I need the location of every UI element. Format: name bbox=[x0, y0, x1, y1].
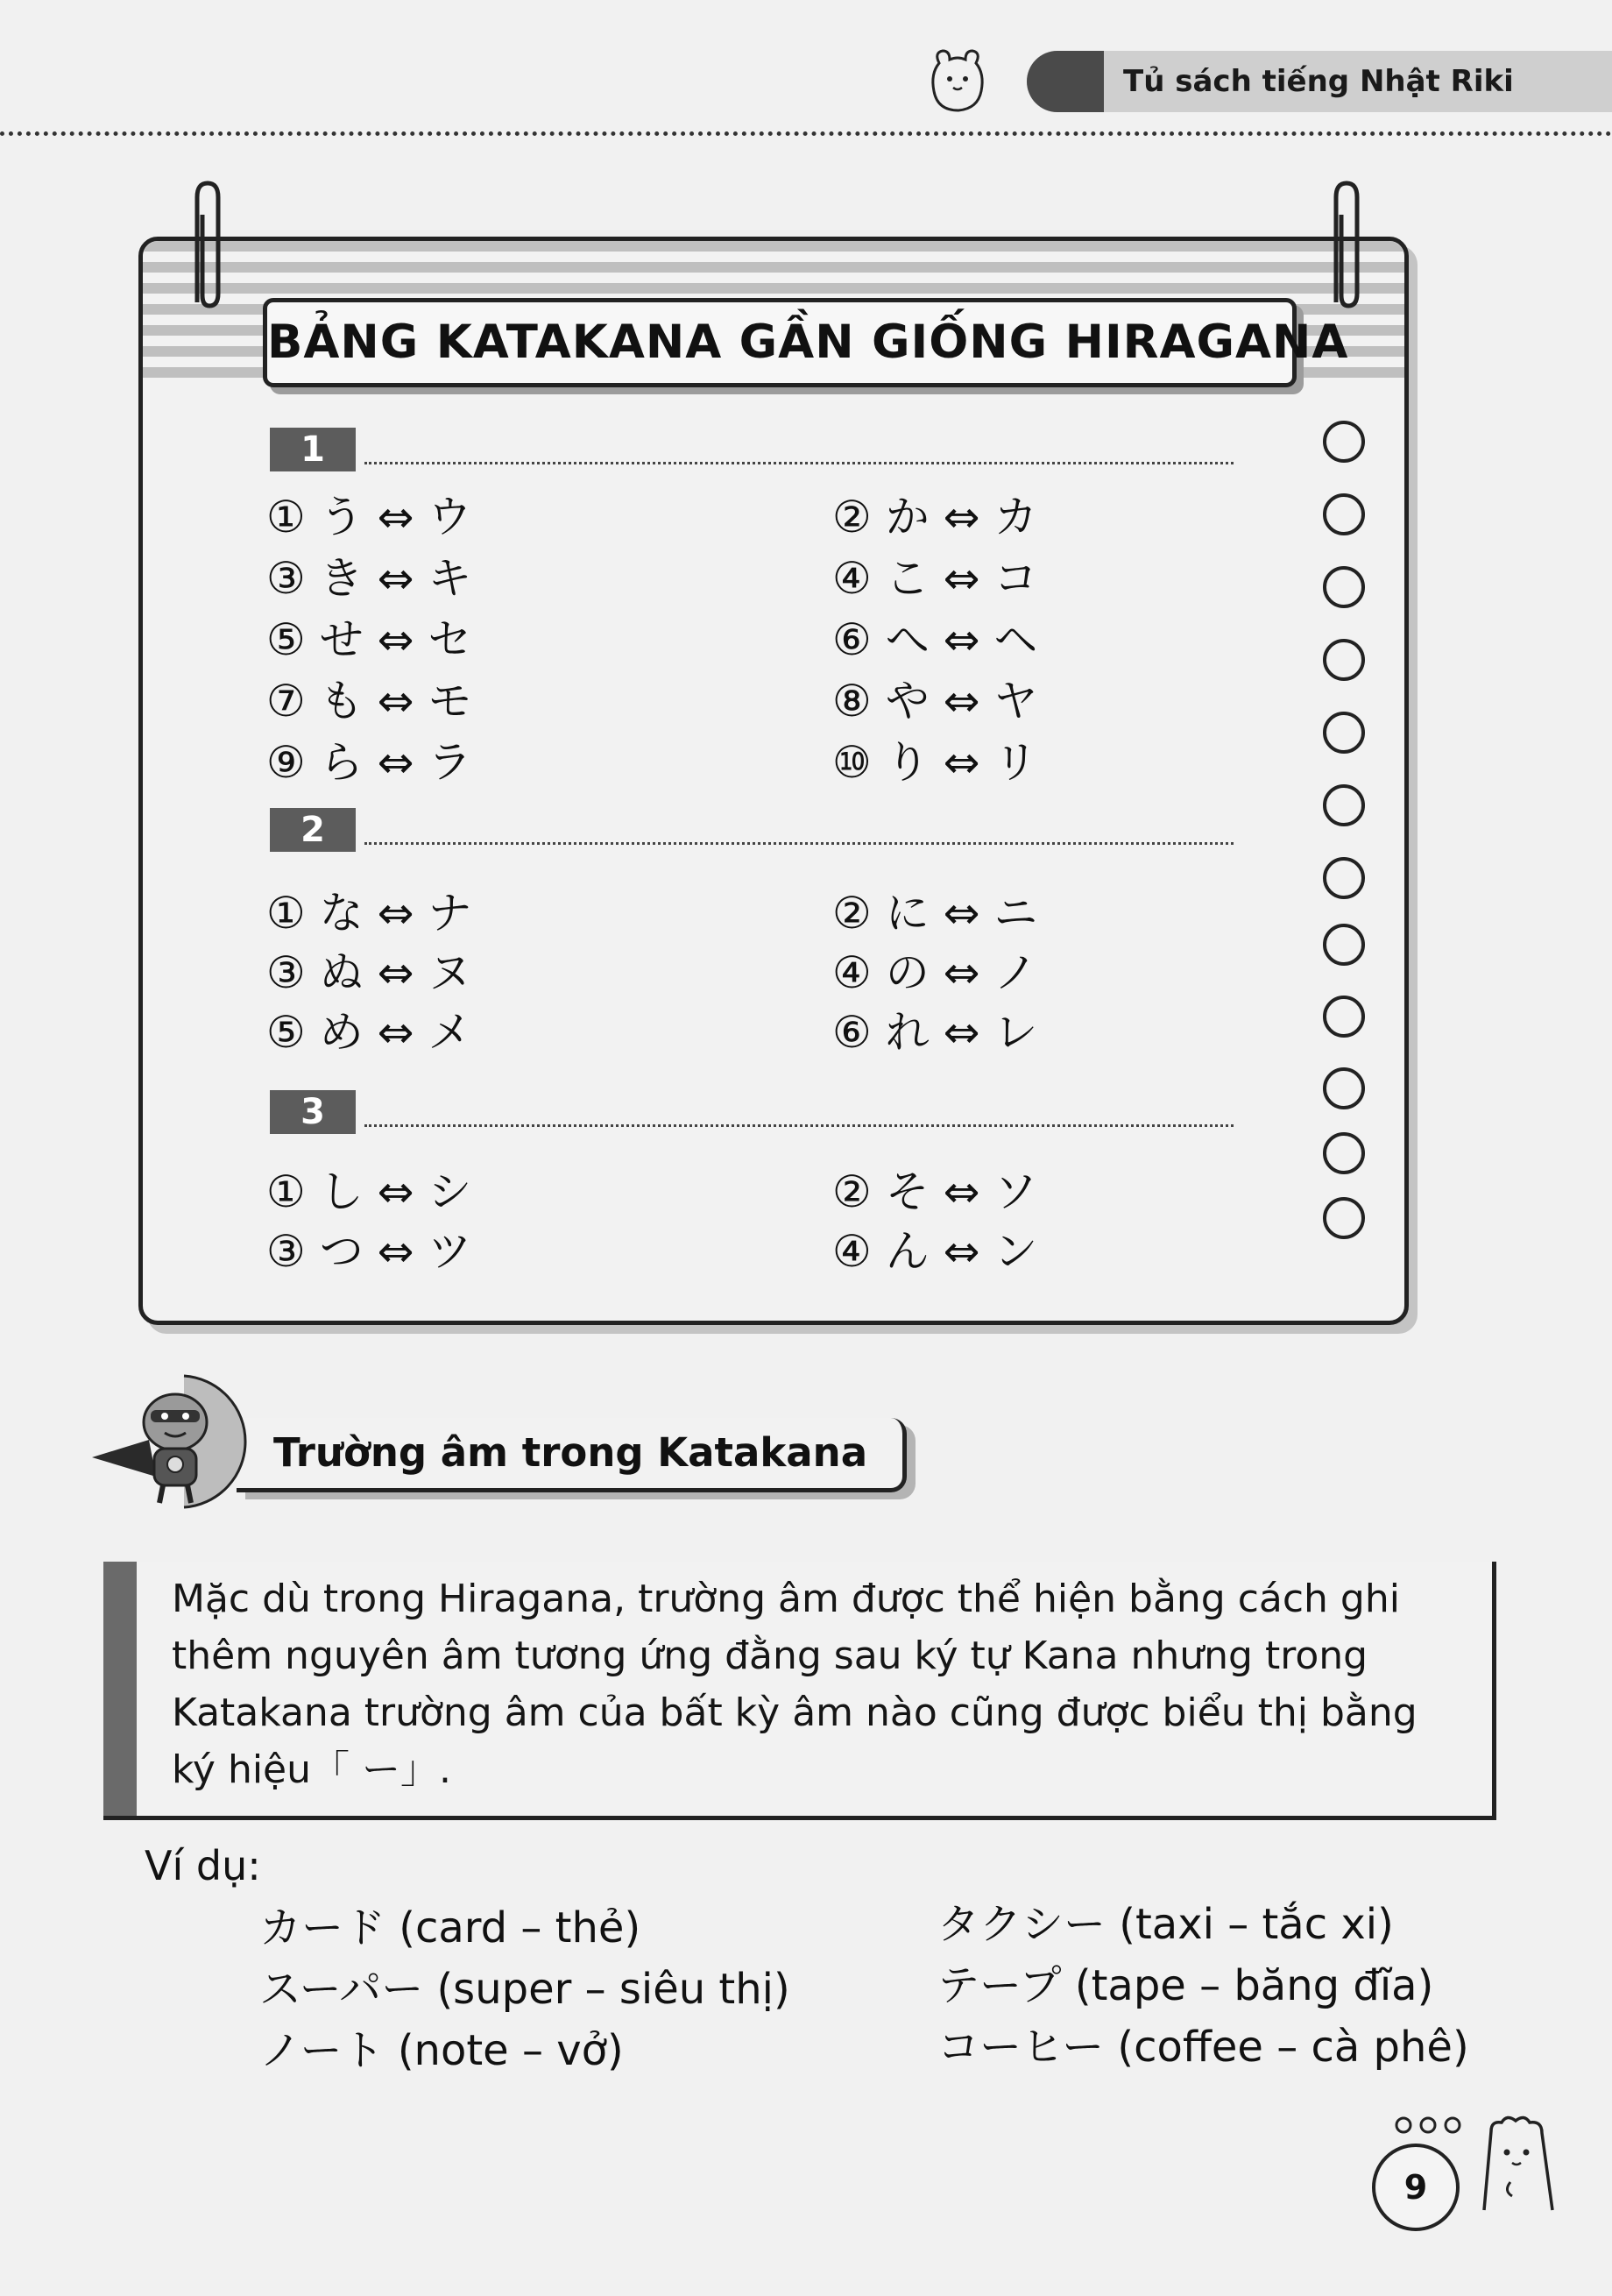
binder-ring-icon bbox=[1323, 566, 1365, 608]
binder-ring-icon bbox=[1323, 639, 1365, 681]
kana-pair: ③ ぬ ⇔ ヌ bbox=[266, 947, 472, 998]
section-rule bbox=[364, 1124, 1234, 1127]
superhero-mascot-icon bbox=[88, 1371, 263, 1512]
example-word: コーヒー (coffee – cà phê) bbox=[937, 2023, 1469, 2072]
paperclip-left-icon bbox=[187, 180, 229, 311]
example-word: テープ (tape – băng đĩa) bbox=[937, 1961, 1434, 2010]
binder-ring-icon bbox=[1323, 784, 1365, 826]
card-title: BẢNG KATAKANA GẦN GIỐNG HIRAGANA bbox=[263, 298, 1297, 387]
binder-ring-icon bbox=[1323, 996, 1365, 1038]
kana-pair: ③ つ ⇔ ツ bbox=[266, 1226, 472, 1277]
section-number: 2 bbox=[270, 808, 356, 852]
explanation-text: Mặc dù trong Hiragana, trường âm được thể hiện bằng cách ghi thêm nguyên âm tương ứng đằng sau ký tự Kana nhưng trong Katakana trường âm của bất kỳ âm nào cũng được biểu thị bằng ký hiệu「 ー」. bbox=[172, 1577, 1418, 1792]
decorative-dots-icon bbox=[1395, 2112, 1474, 2138]
example-word: ノート (note – vở) bbox=[259, 2026, 624, 2075]
binder-ring-icon bbox=[1323, 1197, 1365, 1239]
header-tab bbox=[1027, 51, 1104, 112]
kana-pair: ⑤ せ ⇔ セ bbox=[266, 614, 472, 665]
binder-ring-icon bbox=[1323, 857, 1365, 899]
example-word: カード (card – thẻ) bbox=[259, 1903, 641, 1952]
bear-mascot-icon bbox=[927, 46, 988, 116]
binder-ring-icon bbox=[1323, 712, 1365, 754]
kana-pair: ⑨ ら ⇔ ラ bbox=[266, 737, 472, 788]
binder-ring-icon bbox=[1323, 493, 1365, 535]
section-header-1 bbox=[270, 428, 1234, 471]
section-number: 1 bbox=[270, 428, 356, 471]
kana-pair: ④ の ⇔ ノ bbox=[832, 947, 1038, 998]
binder-ring-icon bbox=[1323, 1132, 1365, 1174]
kana-pair: ③ き ⇔ キ bbox=[266, 553, 472, 604]
section-header-2 bbox=[270, 808, 1234, 852]
binder-ring-icon bbox=[1323, 1067, 1365, 1109]
kana-pair: ⑤ め ⇔ メ bbox=[266, 1007, 472, 1058]
kana-pair: ① な ⇔ ナ bbox=[266, 888, 472, 939]
kana-pair: ② に ⇔ ニ bbox=[832, 888, 1038, 939]
kana-pair: ⑦ も ⇔ モ bbox=[266, 676, 472, 726]
kana-pair: ⑩ り ⇔ リ bbox=[832, 737, 1038, 788]
page-number: 9 bbox=[1372, 2144, 1460, 2231]
section-header-3 bbox=[270, 1090, 1234, 1134]
bear-mascot-icon bbox=[1472, 2112, 1559, 2217]
example-word: スーパー (super – siêu thị) bbox=[259, 1965, 790, 2014]
kana-pair: ⑥ れ ⇔ レ bbox=[832, 1007, 1038, 1058]
paperclip-right-icon bbox=[1326, 180, 1368, 311]
section-number: 3 bbox=[270, 1090, 356, 1134]
binder-ring-icon bbox=[1323, 924, 1365, 966]
kana-pair: ④ ん ⇔ ン bbox=[832, 1226, 1038, 1277]
example-word: タクシー (taxi – tắc xi) bbox=[937, 1900, 1394, 1949]
section-heading: Trường âm trong Katakana bbox=[273, 1429, 868, 1476]
long-vowel-banner bbox=[237, 1418, 907, 1492]
kana-pair: ① し ⇔ シ bbox=[266, 1166, 472, 1217]
kana-pair: ② そ ⇔ ソ bbox=[832, 1166, 1038, 1217]
kana-pair: ② か ⇔ カ bbox=[832, 492, 1038, 542]
long-vowel-explanation bbox=[103, 1562, 1496, 1820]
book-series-title: Tủ sách tiếng Nhật Riki bbox=[1123, 64, 1514, 99]
section-rule bbox=[364, 842, 1234, 845]
example-label: Ví dụ: bbox=[145, 1842, 261, 1889]
kana-pair: ⑧ や ⇔ ヤ bbox=[832, 676, 1038, 726]
kana-pair: ⑥ へ ⇔ ヘ bbox=[832, 614, 1038, 665]
kana-pair: ④ こ ⇔ コ bbox=[832, 553, 1038, 604]
kana-pair: ① う ⇔ ウ bbox=[266, 492, 472, 542]
accent-bar bbox=[103, 1562, 137, 1816]
header-banner bbox=[1027, 51, 1612, 112]
header-divider bbox=[0, 131, 1612, 136]
binder-ring-icon bbox=[1323, 421, 1365, 463]
section-rule bbox=[364, 462, 1234, 464]
